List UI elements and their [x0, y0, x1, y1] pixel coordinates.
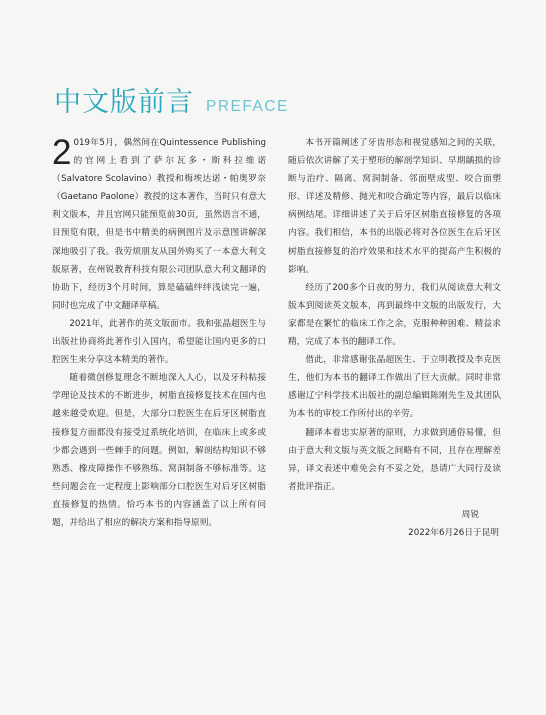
- paragraph: [52, 134, 266, 315]
- left-column: [52, 134, 266, 532]
- signature: 周锐: [461, 509, 479, 520]
- paragraph-text: 019年5月，偶然间在Quintessence Publishing的官网上看到了萨尔瓦多・斯科拉维诺（Salvatore Scolavino）教授和梅埃达诺・帕奥罗奈（Gaetano Paolone）教授的这本著作，当时只有意大利文版本，并且官网只能预览前30页，虽然语言不通，目预览有限，但是书中精美的病例图片及示意图讲解深深地吸引了我。我劳烦朋友从国外购买了一本意大利文版原著，在州锐教育科技有限公司团队意大利文翻译的协助下，经历3个月时间，算是磕磕绊绊浅读完一遍，同时也完成了中文翻译草稿。: [52, 138, 266, 311]
- heading-title-cn: 中文版前言: [54, 87, 194, 118]
- drop-cap: 2: [52, 133, 72, 172]
- paragraph: 本书开篇阐述了牙齿形态和视觉感知之间的关联，随后依次讲解了关于塑形的解剖学知识、早期龋损的诊断与治疗、隔离、窝洞制备、邻面壁成型、咬合面塑形、详述及精修、抛光和咬合确定等内容，最后以临床病例结尾。详细讲述了关于后牙区树脂直接修复的各项内容。我们相信，本书的出版必将对各位医生在后牙区树脂直接修复的治疗效果和技术水平的提高产生积极的影响。: [288, 138, 501, 275]
- date: 2022年6月26日于昆明: [408, 527, 499, 538]
- paragraph: 随着微创修复理念不断地深入人心，以及牙科粘接学理论及技术的不断进步，树脂直接修复技术在国内也越来越受欢迎。但是，大部分口腔医生在后牙区树脂直接修复方面都没有接受过系统化培训，在临床上或多或少都会遇到一些棘手的问题。例如，解剖结构知识不够熟悉、橡皮障操作不够熟练、窝洞制备不够标准等。这些问题会在一定程度上影响部分口腔医生对后牙区树脂直接修复的热情。恰巧本书的内容涵盖了以上所有问题，并给出了相应的解决方案和指导原则。: [52, 373, 266, 528]
- paragraph: 借此，非常感谢张晶超医生、于立明教授及李克医生，他们为本书的翻译工作做出了巨大贡献。同时非常感谢辽宁科学技术出版社的副总编辑陈刚先生及其团队为本书的审校工作所付出的辛劳。: [288, 355, 501, 420]
- page-heading: [54, 80, 289, 119]
- paragraph: 翻译本着忠实原著的原则，力求做到通俗易懂，但由于意大利文版与英文版之间略有不同，且存在理解差异，译文表述中难免会有不妥之处，恳请广大同行及读者批评指正。: [288, 427, 501, 492]
- right-column: [288, 134, 501, 542]
- paragraph: 2021年，此著作的英文版面市。我和张晶超医生与出版社协商将此著作引入国内，希望能让国内更多的口腔医生来分享这本精美的著作。: [52, 318, 266, 366]
- paragraph: 经历了200多个日夜的努力，我们从阅读意大利文版本到阅读英文版本，再到最终中文版的出版发行，大家都是在繁忙的临床工作之余，克服种种困难、精益求精，完成了本书的翻译工作。: [288, 282, 501, 348]
- heading-title-en: PREFACE: [206, 98, 289, 115]
